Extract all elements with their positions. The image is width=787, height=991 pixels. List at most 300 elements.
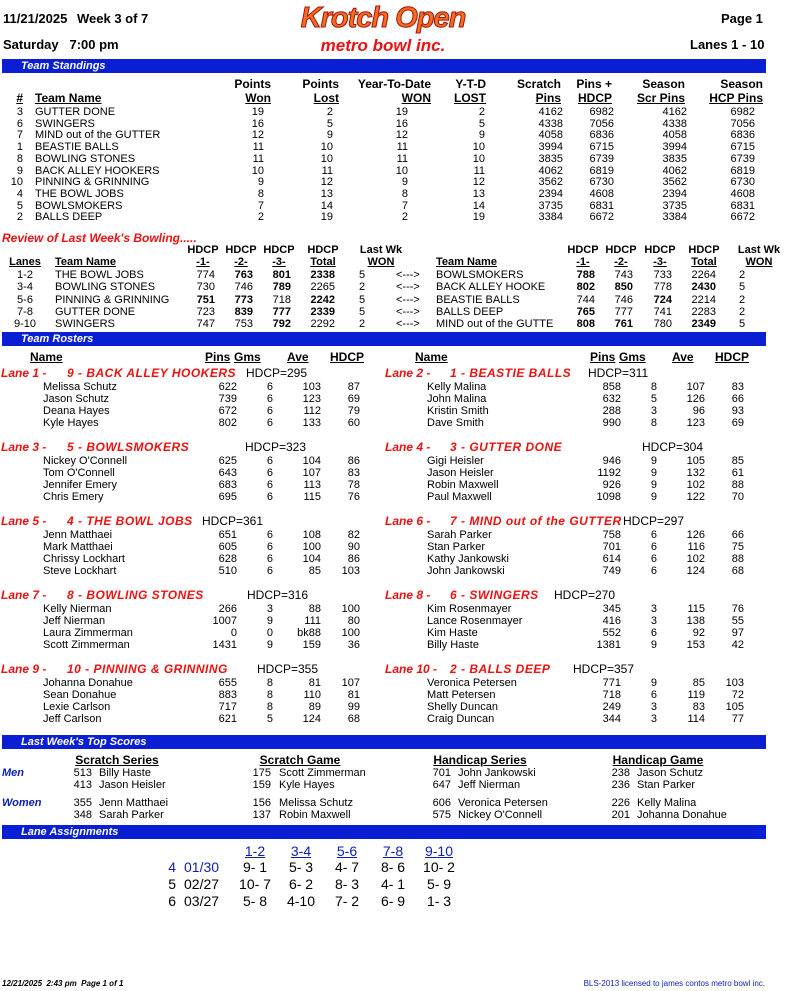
roster-player-average: 153 xyxy=(686,639,705,651)
standings-value: 3835 xyxy=(662,152,687,165)
roster-player-name: Lexie Carlson xyxy=(43,701,111,713)
roster-lane-label: Lane 8 - xyxy=(385,588,431,602)
roster-player-hdcp: 83 xyxy=(347,467,360,479)
review-score-b: 2 xyxy=(738,305,746,318)
review-header-hta: HDCP xyxy=(688,244,720,256)
roster-player-pins: 1431 xyxy=(212,639,237,651)
top-scores-header: Scratch Series xyxy=(75,753,159,767)
review-score-a: 2242 xyxy=(310,293,335,306)
roster-player-pins: 718 xyxy=(602,689,621,701)
roster-player-average: 104 xyxy=(302,553,321,565)
top-scores-title: Last Week's Top Scores xyxy=(21,736,147,748)
top-score-bowler: Melissa Schutz xyxy=(279,797,353,809)
roster-player-hdcp: 85 xyxy=(731,455,744,467)
roster-player-games: 6 xyxy=(266,381,273,393)
lane-matchup: 9- 1 xyxy=(242,859,268,875)
standings-value: 14 xyxy=(320,199,333,212)
roster-player-average: 85 xyxy=(692,677,705,689)
standings-value: 19 xyxy=(395,106,408,118)
roster-player-average: bk88 xyxy=(297,627,321,639)
review-score-b: 2283 xyxy=(691,305,716,318)
roster-player-name: Kristin Smith xyxy=(427,405,489,417)
week-label: Week 3 of 7 xyxy=(77,11,149,26)
men-label: Men xyxy=(2,767,24,779)
roster-player-average: 133 xyxy=(302,417,321,429)
roster-lane-label: Lane 9 - xyxy=(1,662,47,676)
standings-value: 4338 xyxy=(538,117,563,130)
roster-player-hdcp: 83 xyxy=(731,381,744,393)
review-score-a: 839 xyxy=(234,305,253,318)
roster-player-name: Tom O'Connell xyxy=(43,467,115,479)
review-team-b: BACK ALLEY HOOKE xyxy=(436,281,546,294)
standings-value: 2 xyxy=(478,106,485,118)
review-score-a: 747 xyxy=(196,318,215,331)
standings-value: 7 xyxy=(401,199,408,212)
standings-value: 3562 xyxy=(662,176,687,189)
roster-player-pins: 625 xyxy=(218,455,237,467)
review-score-a: 2 xyxy=(358,318,366,331)
review-score-a: 5 xyxy=(358,269,366,281)
standings-value: 3994 xyxy=(538,141,563,154)
roster-player-name: Nickey O'Connell xyxy=(43,455,128,467)
review-header-h3b: -3- xyxy=(272,256,286,268)
lane-week-number: 5 xyxy=(168,876,176,892)
standings-value: 10 xyxy=(320,141,333,154)
standings-value: 19 xyxy=(472,211,485,224)
top-score-bowler: Kyle Hayes xyxy=(279,779,335,791)
standings-value: 6836 xyxy=(589,129,614,142)
col-header-num: # xyxy=(16,91,23,105)
review-header-h3a: HDCP xyxy=(644,244,676,256)
review-score-a: 2339 xyxy=(310,305,335,318)
roster-player-pins: 749 xyxy=(602,565,621,577)
roster-player-hdcp: 69 xyxy=(731,417,744,429)
standings-value: 3384 xyxy=(662,211,687,224)
roster-player-games: 6 xyxy=(650,627,657,639)
roster-player-games: 9 xyxy=(650,639,657,651)
review-score-a: 5 xyxy=(358,293,366,306)
roster-player-name: Deana Hayes xyxy=(43,405,110,417)
standings-value: 4338 xyxy=(662,117,687,130)
review-score-a: 718 xyxy=(272,293,291,306)
standings-value: 6739 xyxy=(730,152,755,165)
roster-player-games: 8 xyxy=(650,417,657,429)
top-score-value: 159 xyxy=(252,779,271,791)
lane-matchup: 8- 3 xyxy=(334,876,360,892)
roster-player-average: 115 xyxy=(687,603,705,615)
lane-matchup: 8- 6 xyxy=(380,859,406,875)
review-score-b: 802 xyxy=(576,281,595,294)
standings-value: 12 xyxy=(395,129,408,142)
roster-player-hdcp: 66 xyxy=(731,393,744,405)
standings-value: 10 xyxy=(320,152,333,165)
roster-player-games: 3 xyxy=(650,615,657,627)
standings-value: 14 xyxy=(472,199,485,212)
review-score-a: 730 xyxy=(196,281,215,294)
standings-value: 11 xyxy=(396,141,408,154)
review-header-hta: HDCP xyxy=(307,244,339,256)
review-header-lanes: Lanes xyxy=(9,256,41,268)
roster-player-name: Kelly Malina xyxy=(427,381,487,393)
review-score-b: 5 xyxy=(738,281,746,294)
roster-lane-label: Lane 1 - xyxy=(1,366,47,380)
roster-header-hdcp: HDCP xyxy=(330,350,365,364)
roster-player-games: 6 xyxy=(266,467,273,479)
roster-player-hdcp: 93 xyxy=(731,405,744,417)
review-score-a: 789 xyxy=(272,281,291,294)
col-header-ph: Pins + xyxy=(576,77,612,91)
review-score-b: 765 xyxy=(576,305,595,318)
review-score-b: 780 xyxy=(653,318,672,331)
col-header-ss: Season xyxy=(642,77,685,91)
review-score-b: 788 xyxy=(576,269,595,281)
roster-player-hdcp: 88 xyxy=(731,479,744,491)
review-score-a: 723 xyxy=(196,305,215,318)
review-score-a: 801 xyxy=(272,269,291,281)
roster-player-pins: 1098 xyxy=(596,491,621,503)
standings-value: 6819 xyxy=(730,164,755,177)
review-header-h1a: HDCP xyxy=(567,244,599,256)
standings-bar xyxy=(2,59,766,73)
roster-player-pins: 926 xyxy=(602,479,621,491)
roster-player-hdcp: 88 xyxy=(731,553,744,565)
roster-player-name: Stan Parker xyxy=(427,541,486,553)
roster-player-name: Kim Rosenmayer xyxy=(427,603,512,615)
roster-player-average: 89 xyxy=(308,701,321,713)
col-header-ytdl: Y-T-D xyxy=(455,77,486,91)
review-header-lwb: WON xyxy=(745,256,773,268)
top-score-bowler: Sarah Parker xyxy=(99,809,164,821)
roster-player-hdcp: 75 xyxy=(731,541,744,553)
roster-player-pins: 717 xyxy=(218,701,237,713)
standings-value: 4162 xyxy=(662,106,687,118)
roster-player-games: 6 xyxy=(650,553,657,565)
lane-matchup: 10- 2 xyxy=(423,859,455,875)
lane-pair-header: 1-2 xyxy=(244,843,266,859)
roster-player-average: 110 xyxy=(303,689,321,701)
roster-player-average: 103 xyxy=(302,381,321,393)
top-score-value: 201 xyxy=(611,809,630,821)
review-score-b: 2349 xyxy=(691,318,716,331)
top-score-value: 226 xyxy=(611,797,630,809)
standings-value: 3994 xyxy=(662,141,687,154)
roster-player-hdcp: 81 xyxy=(347,689,360,701)
review-arrow: <---> xyxy=(396,318,420,331)
roster-player-games: 6 xyxy=(266,455,273,467)
rosters-section xyxy=(0,348,768,728)
roster-team-title: 10 - PINNING & GRINNING xyxy=(67,662,228,676)
roster-player-pins: 858 xyxy=(602,381,621,393)
col-header-pw: Points xyxy=(234,77,271,91)
col-header-pl: Lost xyxy=(313,91,339,105)
roster-player-games: 8 xyxy=(266,701,273,713)
roster-player-hdcp: 66 xyxy=(731,529,744,541)
review-team-b: BEASTIE BALLS xyxy=(436,293,520,306)
roster-player-name: Melissa Schutz xyxy=(43,381,117,393)
standings-value: 6982 xyxy=(730,106,755,118)
standings-value: 3735 xyxy=(662,199,687,212)
roster-player-pins: 1007 xyxy=(212,615,237,627)
review-lanes: 1-2 xyxy=(17,269,33,281)
col-header-ph: HDCP xyxy=(577,91,612,105)
review-score-a: 777 xyxy=(272,305,291,318)
review-team-b: BOWLSMOKERS xyxy=(436,269,524,281)
roster-player-hdcp: 86 xyxy=(347,553,360,565)
standings-value: 2 xyxy=(257,211,264,224)
roster-player-average: 123 xyxy=(302,393,321,405)
roster-player-name: Johanna Donahue xyxy=(43,677,133,689)
roster-player-average: 126 xyxy=(686,529,705,541)
roster-header-gms: Gms xyxy=(234,350,261,364)
review-score-b: 850 xyxy=(614,281,633,294)
roster-player-name: Veronica Petersen xyxy=(427,677,517,689)
review-header-h2a: HDCP xyxy=(225,244,257,256)
roster-player-pins: 1192 xyxy=(597,467,621,479)
review-arrow: <---> xyxy=(396,293,420,306)
lane-pair-header: 5-6 xyxy=(336,843,358,859)
roster-player-games: 3 xyxy=(650,405,657,417)
review-score-a: 2292 xyxy=(310,318,335,331)
roster-player-name: Craig Duncan xyxy=(427,713,495,725)
lane-matchup: 6- 2 xyxy=(288,876,314,892)
lane-matchup: 4-10 xyxy=(286,893,316,909)
top-score-value: 701 xyxy=(432,767,451,779)
roster-lane-label: Lane 6 - xyxy=(385,514,431,528)
roster-player-games: 9 xyxy=(266,615,273,627)
review-score-b: 2430 xyxy=(691,281,716,294)
col-header-ytdw: Year-To-Date xyxy=(357,77,431,91)
roster-player-name: Billy Haste xyxy=(427,639,479,651)
lane-pair-header: 7-8 xyxy=(382,843,404,859)
review-score-b: 741 xyxy=(653,305,672,318)
review-header-h1b: -1- xyxy=(196,256,210,268)
standings-value: 4062 xyxy=(662,164,687,177)
review-score-a: 773 xyxy=(234,293,253,306)
roster-player-average: 124 xyxy=(686,565,705,577)
standings-value: 3384 xyxy=(538,211,563,224)
lane-matchup: 4- 1 xyxy=(380,876,406,892)
roster-player-pins: 249 xyxy=(602,701,621,713)
review-score-a: 774 xyxy=(196,269,215,281)
top-score-bowler: Scott Zimmerman xyxy=(279,767,366,779)
review-header-h2a: HDCP xyxy=(605,244,637,256)
standings-team-name: GUTTER DONE xyxy=(35,106,116,118)
standings-value: 9 xyxy=(326,129,333,142)
roster-team-title: 6 - SWINGERS xyxy=(450,588,539,602)
roster-player-pins: 621 xyxy=(218,713,237,725)
roster-player-games: 3 xyxy=(650,713,657,725)
top-score-value: 513 xyxy=(73,767,92,779)
roster-player-pins: 739 xyxy=(218,393,237,405)
roster-player-hdcp: 90 xyxy=(347,541,360,553)
review-title: Review of Last Week's Bowling..... xyxy=(2,231,197,245)
standings-value: 6730 xyxy=(589,176,614,189)
roster-player-hdcp: 60 xyxy=(347,417,360,429)
standings-value: 10 xyxy=(251,164,264,177)
standings-value: 10 xyxy=(472,152,485,165)
top-score-bowler: John Jankowski xyxy=(458,767,536,779)
review-header-h2b: -2- xyxy=(614,256,628,268)
roster-lane-label: Lane 5 - xyxy=(1,514,47,528)
review-arrow: <---> xyxy=(396,269,420,281)
top-score-value: 413 xyxy=(73,779,92,791)
top-score-value: 355 xyxy=(73,797,92,809)
roster-player-games: 9 xyxy=(650,455,657,467)
roster-player-hdcp: 76 xyxy=(731,603,744,615)
roster-player-hdcp: 79 xyxy=(347,405,360,417)
standings-value: 9 xyxy=(478,129,485,142)
report-date: 11/21/2025 xyxy=(3,11,68,26)
standings-value: 3835 xyxy=(538,152,563,165)
review-score-a: 753 xyxy=(234,318,253,331)
standings-team-name: BOWLING STONES xyxy=(35,152,136,165)
roster-player-pins: 628 xyxy=(218,553,237,565)
review-header-lwa: Last Wk xyxy=(359,244,403,256)
roster-lane-label: Lane 7 - xyxy=(1,588,47,602)
roster-team-hdcp: HDCP=323 xyxy=(245,440,307,454)
standings-value: 12 xyxy=(320,176,333,189)
roster-player-games: 6 xyxy=(266,541,273,553)
roster-player-hdcp: 42 xyxy=(731,639,744,651)
roster-player-average: 88 xyxy=(308,603,321,615)
top-score-bowler: Jenn Matthaei xyxy=(99,797,169,809)
roster-player-pins: 0 xyxy=(230,627,237,639)
review-score-a: 763 xyxy=(234,269,253,281)
review-score-b: 733 xyxy=(653,269,672,281)
standings-team-number: 4 xyxy=(16,187,23,200)
standings-value: 9 xyxy=(401,176,408,189)
roster-player-name: Jeff Nierman xyxy=(43,615,106,627)
roster-player-pins: 758 xyxy=(602,529,621,541)
review-lanes: 7-8 xyxy=(17,305,33,318)
roster-player-average: 119 xyxy=(687,689,705,701)
lane-matchup: 5- 8 xyxy=(242,893,268,909)
standings-team-name: PINNING & GRINNING xyxy=(35,176,150,189)
roster-team-hdcp: HDCP=316 xyxy=(247,588,309,602)
roster-player-average: 123 xyxy=(686,417,705,429)
roster-team-hdcp: HDCP=361 xyxy=(202,514,264,528)
review-score-b: 761 xyxy=(614,318,633,331)
review-score-a: 751 xyxy=(196,293,215,306)
top-scores-section xyxy=(0,751,768,823)
standings-value: 19 xyxy=(320,211,333,224)
standings-value: 9 xyxy=(257,176,264,189)
bowling-center: metro bowl inc. xyxy=(320,36,446,55)
lane-week-date: 02/27 xyxy=(184,876,220,892)
roster-player-hdcp: 68 xyxy=(347,713,360,725)
roster-player-name: Sarah Parker xyxy=(427,529,492,541)
top-score-bowler: Veronica Petersen xyxy=(458,797,548,809)
standings-team-name: BALLS DEEP xyxy=(35,211,103,224)
review-header-lwb: WON xyxy=(367,256,395,268)
roster-player-pins: 345 xyxy=(602,603,621,615)
roster-player-hdcp: 103 xyxy=(725,677,744,689)
roster-player-games: 6 xyxy=(650,541,657,553)
top-score-bowler: Stan Parker xyxy=(637,779,696,791)
rosters-bar xyxy=(2,332,766,346)
roster-player-average: 113 xyxy=(303,479,321,491)
lane-matchup: 5- 9 xyxy=(426,876,452,892)
top-score-bowler: Nickey O'Connell xyxy=(458,809,543,821)
lane-week-date: 03/27 xyxy=(184,893,220,909)
standings-value: 4608 xyxy=(589,187,614,200)
roster-player-pins: 288 xyxy=(602,405,621,417)
standings-value: 6739 xyxy=(589,152,614,165)
top-score-value: 348 xyxy=(73,809,92,821)
review-header-lwa: Last Wk xyxy=(737,244,781,256)
roster-player-hdcp: 99 xyxy=(347,701,360,713)
roster-header-gms: Gms xyxy=(619,350,646,364)
standings-team-number: 2 xyxy=(16,211,23,224)
roster-header-pins: Pins xyxy=(590,350,616,364)
standings-value: 5 xyxy=(478,117,485,130)
review-score-b: 2 xyxy=(738,293,746,306)
standings-value: 16 xyxy=(395,117,408,130)
roster-player-games: 8 xyxy=(650,381,657,393)
roster-player-pins: 416 xyxy=(602,615,621,627)
roster-team-hdcp: HDCP=270 xyxy=(554,588,616,602)
roster-player-name: Scott Zimmerman xyxy=(43,639,130,651)
roster-player-average: 83 xyxy=(692,701,705,713)
standings-value: 19 xyxy=(251,106,264,118)
standings-value: 11 xyxy=(321,164,333,177)
review-score-b: 746 xyxy=(614,293,633,306)
review-score-b: 2214 xyxy=(691,293,716,306)
standings-value: 12 xyxy=(251,129,264,142)
roster-player-name: Paul Maxwell xyxy=(427,491,492,503)
standings-value: 3735 xyxy=(538,199,563,212)
review-score-b: 5 xyxy=(738,318,746,331)
standings-value: 6831 xyxy=(589,199,614,212)
review-header-htb: Total xyxy=(691,256,717,268)
standings-team-number: 6 xyxy=(16,117,23,130)
standings-value: 4062 xyxy=(538,164,563,177)
roster-player-pins: 622 xyxy=(218,381,237,393)
standings-team-number: 9 xyxy=(16,164,23,177)
roster-lane-label: Lane 10 - xyxy=(385,662,438,676)
roster-player-pins: 990 xyxy=(602,417,621,429)
col-header-ytdl: LOST xyxy=(454,91,486,105)
review-team-b: MIND out of the GUTTE xyxy=(436,318,554,331)
roster-lane-label: Lane 2 - xyxy=(385,366,431,380)
top-score-bowler: Robin Maxwell xyxy=(279,809,351,821)
roster-player-pins: 701 xyxy=(602,541,621,553)
roster-player-name: Lance Rosenmayer xyxy=(427,615,523,627)
roster-player-games: 8 xyxy=(266,677,273,689)
review-score-b: 724 xyxy=(653,293,672,306)
roster-player-name: Kelly Nierman xyxy=(43,603,112,615)
standings-value: 6672 xyxy=(730,211,755,224)
roster-player-average: 92 xyxy=(692,627,705,639)
footer-timestamp: 12/21/2025 2:43 pm Page 1 of 1 xyxy=(2,979,124,988)
lane-matchup: 1- 3 xyxy=(426,893,452,909)
roster-player-average: 100 xyxy=(302,541,321,553)
review-team-a: THE BOWL JOBS xyxy=(55,269,144,281)
roster-player-games: 6 xyxy=(266,393,273,405)
standings-value: 11 xyxy=(396,152,408,165)
roster-player-pins: 643 xyxy=(218,467,237,479)
lane-assign-title: Lane Assignments xyxy=(21,826,119,838)
roster-player-name: Laura Zimmerman xyxy=(43,627,133,639)
roster-player-games: 8 xyxy=(266,689,273,701)
col-header-sh: HCP Pins xyxy=(709,91,763,105)
review-lanes: 3-4 xyxy=(17,281,33,294)
review-team-a: BOWLING STONES xyxy=(55,281,156,294)
top-score-value: 137 xyxy=(252,809,271,821)
roster-player-hdcp: 100 xyxy=(341,603,360,615)
roster-player-name: Jason Schutz xyxy=(43,393,110,405)
roster-team-hdcp: HDCP=355 xyxy=(257,662,319,676)
